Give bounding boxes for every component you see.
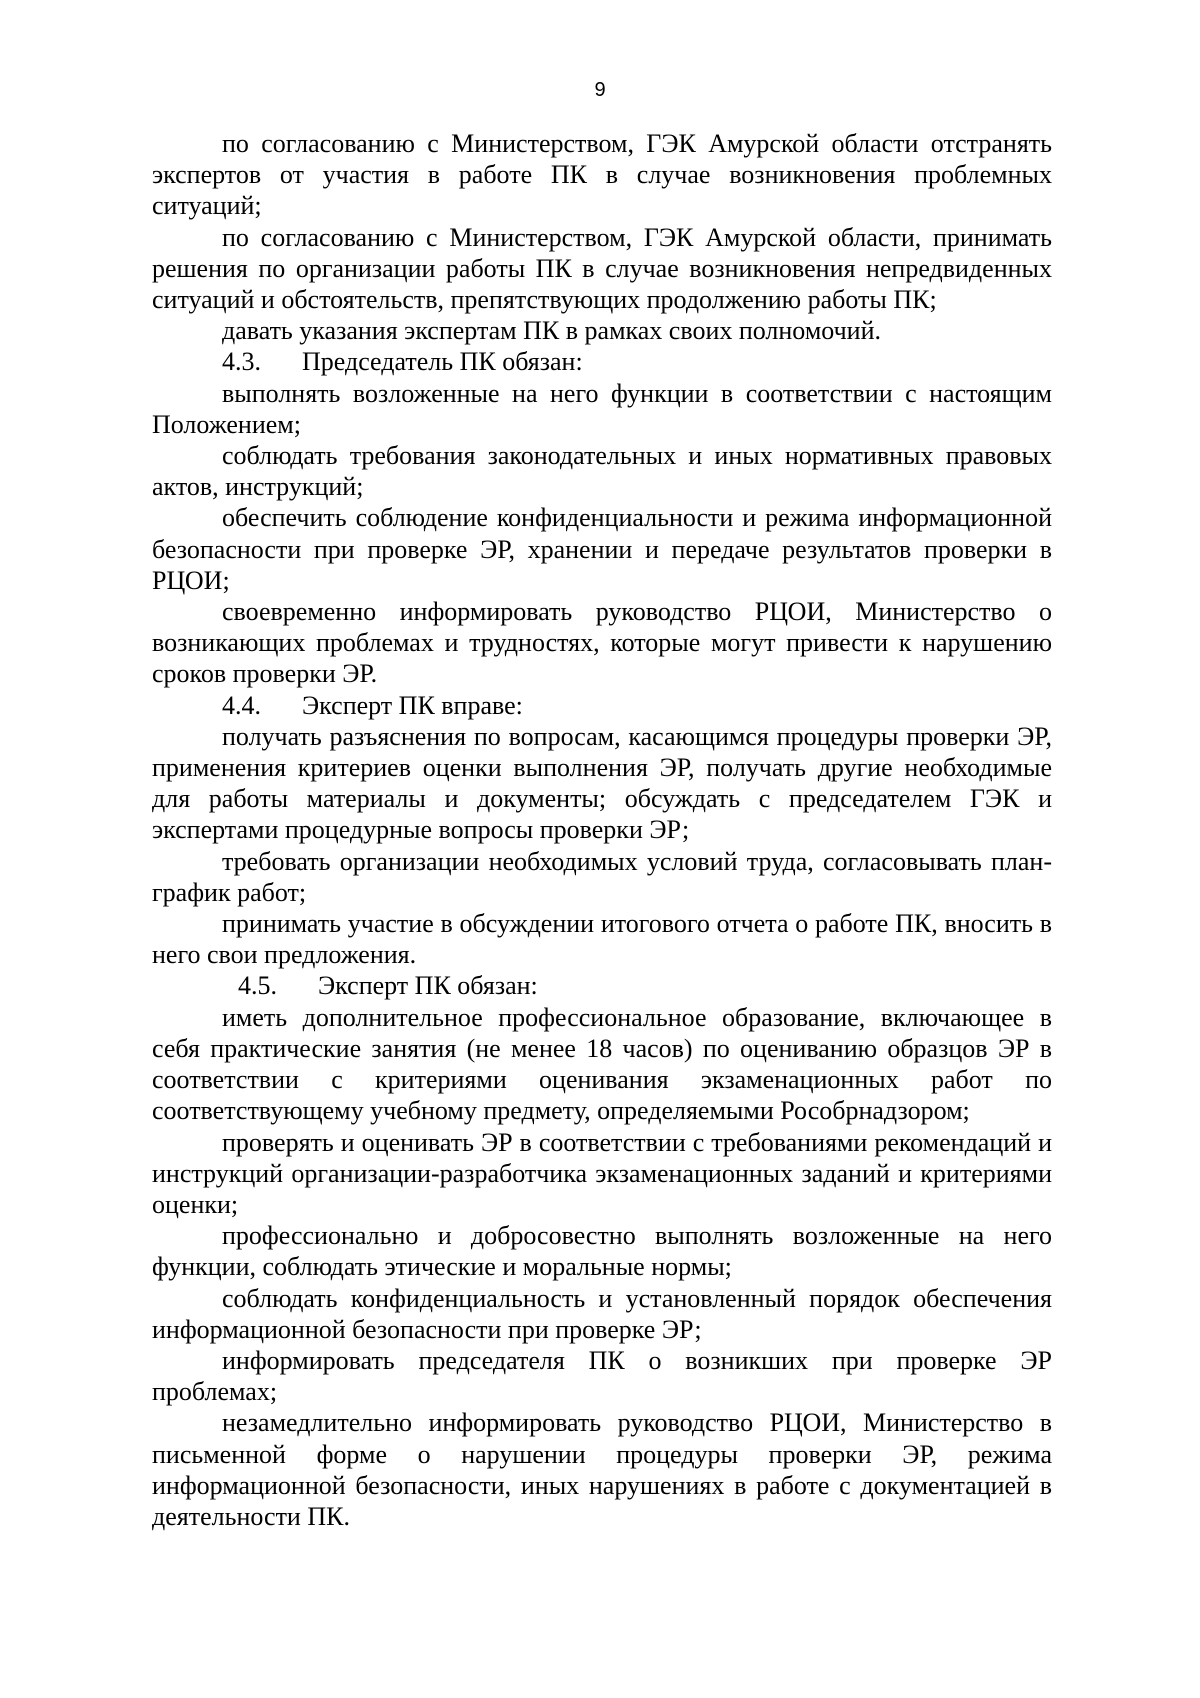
clause-item: информировать председателя ПК о возникших при проверке ЭР проблемах;: [152, 1345, 1052, 1407]
clause-title: Эксперт ПК обязан:: [318, 971, 538, 1001]
clause-item: соблюдать требования законодательных и иных нормативных правовых актов, инструкций;: [152, 441, 1052, 502]
document-body: [152, 128, 1052, 1532]
page-number: 9: [594, 79, 606, 101]
clause-number: 4.5.: [238, 971, 277, 1001]
clause-title: Председатель ПК обязан:: [302, 347, 583, 377]
paragraph: давать указания экспертам ПК в рамках своих полномочий.: [222, 316, 882, 346]
clause-number: 4.3.: [222, 347, 261, 377]
clause-item: незамедлительно информировать руководство РЦОИ, Министерство в письменной форме о нарушении процедуры проверки ЭР, режима информационной безопасности, иных нарушениях в работе с документацией в деятельности ПК.: [152, 1408, 1052, 1531]
clause-item: проверять и оценивать ЭР в соответствии с требованиями рекомендаций и инструкций организации-разработчика экзаменационных заданий и критериями оценки;: [152, 1127, 1052, 1219]
clause-item: соблюдать конфиденциальность и установленный порядок обеспечения информационной безопасности при проверке ЭР;: [152, 1283, 1052, 1344]
clause-item: требовать организации необходимых условий труда, согласовывать план-график работ;: [152, 846, 1052, 907]
clause-item: обеспечить соблюдение конфиденциальности и режима информационной безопасности при проверке ЭР, хранении и передаче результатов проверки в РЦОИ;: [152, 503, 1052, 595]
clause-number: 4.4.: [222, 690, 261, 720]
clause-item: иметь дополнительное профессиональное образование, включающее в себя практические занятия (не менее 18 часов) по оцениванию образцов ЭР в соответствии с критериями оценивания экзаменационных работ по соответствующему учебному предмету, определяемыми Рособрнадзором;: [152, 1002, 1052, 1126]
clause-item: принимать участие в обсуждении итогового отчета о работе ПК, вносить в него свои предложения.: [152, 909, 1052, 970]
clause-item: выполнять возложенные на него функции в соответствии с настоящим Положением;: [152, 378, 1052, 439]
clause-item: своевременно информировать руководство РЦОИ, Министерство о возникающих проблемах и трудностях, которые могут привести к нарушению сроков проверки ЭР.: [152, 597, 1052, 689]
clause-heading-4-4: [152, 690, 1052, 721]
clause-item: профессионально и добросовестно выполнять возложенные на него функции, соблюдать этические и моральные нормы;: [152, 1221, 1052, 1282]
clause-title: Эксперт ПК вправе:: [302, 690, 523, 720]
clause-item: получать разъяснения по вопросам, касающимся процедуры проверки ЭР, применения критериев оценки выполнения ЭР, получать другие необходимые для работы материалы и документы; обсуждать с председателем ГЭК и экспертами процедурные вопросы проверки ЭР;: [152, 721, 1052, 845]
paragraph: по согласованию с Министерством, ГЭК Амурской области, принимать решения по организации работы ПК в случае возникновения непредвиденных ситуаций и обстоятельств, препятствующих продолжению работы ПК;: [152, 222, 1052, 315]
paragraph: по согласованию с Министерством, ГЭК Амурской области отстранять экспертов от участия в работе ПК в случае возникновения проблемных ситуаций;: [152, 129, 1052, 221]
clause-heading-4-3: [152, 346, 1052, 377]
clause-heading-4-5: [152, 970, 1052, 1001]
